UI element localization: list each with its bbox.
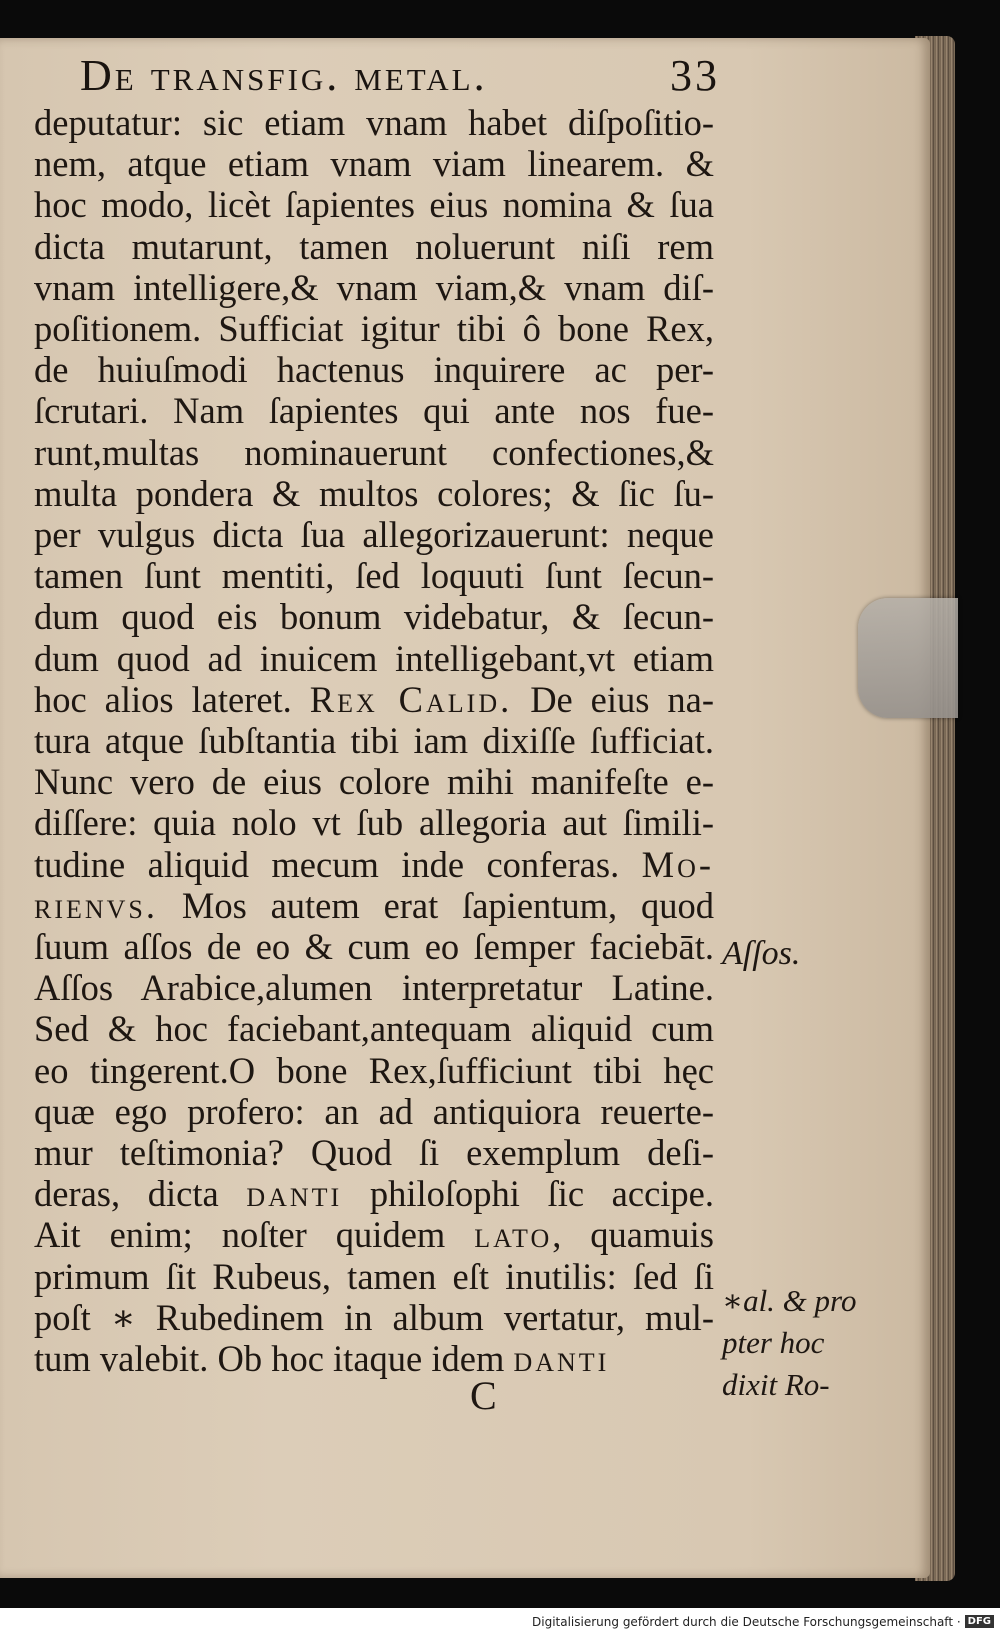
text-line: quæ ego profero: an ad antiquiora reuerte- bbox=[34, 1090, 714, 1132]
text-segment: De eius na- bbox=[530, 678, 715, 720]
text-line: mur teſtimonia? Quod ſi exemplum deſi- bbox=[34, 1132, 714, 1174]
text-line: dicta mutarunt, tamen noluerunt niſi rem bbox=[34, 225, 714, 267]
speaker-morienus-end: rienvs. bbox=[34, 884, 159, 926]
text-segment: hoc alios lateret. bbox=[34, 678, 292, 720]
running-header bbox=[80, 50, 720, 101]
marginal-note-line-2: pter hoc bbox=[722, 1325, 825, 1360]
name-danti-2: danti bbox=[513, 1338, 610, 1380]
text-line: Sed & hoc faciebant,antequam aliquid cum bbox=[34, 1008, 714, 1050]
text-line: primum ſit Rubeus, tamen eſt inutilis: ſed ſi bbox=[34, 1255, 714, 1297]
text-line: poſitionem. Sufficiat igitur tibi ô bone Rex, bbox=[34, 308, 714, 350]
text-line: tura atque ſubſtantia tibi iam dixiſſe ſufficiat. bbox=[34, 720, 714, 762]
text-line: hoc modo, licèt ſapientes eius nomina & ſua bbox=[34, 184, 714, 226]
text-segment: deras, dicta bbox=[34, 1173, 219, 1215]
text-line: Nunc vero de eius colore mihi manifeſte e- bbox=[34, 761, 714, 803]
text-segment: Ait enim; noſter quidem bbox=[34, 1214, 446, 1256]
text-line: diſſere: quia nolo vt ſub allegoria aut ſimili- bbox=[34, 802, 714, 844]
text-line: multa pondera & multos colores; & ſic ſu- bbox=[34, 472, 714, 514]
marginal-note-assos: Aſſos. bbox=[722, 935, 801, 972]
digitization-footer bbox=[0, 1608, 1000, 1635]
text-line bbox=[34, 1338, 714, 1379]
text-line: dum quod ad inuicem intelligebant,vt etiam bbox=[34, 637, 714, 679]
text-segment: tum valebit. Ob hoc itaque idem bbox=[34, 1338, 505, 1380]
body-text bbox=[34, 102, 714, 1379]
text-line: tamen ſunt mentiti, ſed loquuti ſunt ſecun- bbox=[34, 555, 714, 597]
footer-text: Digitalisierung gefördert durch die Deutsche Forschungsgemeinschaft · bbox=[532, 1614, 961, 1629]
text-segment: , quamuis bbox=[552, 1214, 714, 1256]
page-clip bbox=[858, 598, 958, 718]
speaker-rex-calid: Rex Calid. bbox=[309, 678, 513, 720]
text-line: deputatur: sic etiam vnam habet diſpoſitio- bbox=[34, 102, 714, 143]
text-line: dum quod eis bonum videbatur, & ſecun- bbox=[34, 596, 714, 638]
dfg-logo: DFG bbox=[965, 1615, 994, 1628]
text-line bbox=[34, 885, 714, 926]
text-line: per vulgus dicta ſua allegorizauerunt: neque bbox=[34, 514, 714, 556]
text-line: runt,multas nominauerunt confectiones,& bbox=[34, 431, 714, 473]
marginal-note-line-1: ∗al. & pro bbox=[722, 1283, 857, 1318]
text-line: ſcrutari. Nam ſapientes qui ante nos fue- bbox=[34, 390, 714, 432]
text-line: vnam intelligere,& vnam viam,& vnam diſ- bbox=[34, 266, 714, 308]
text-line: nem, atque etiam vnam viam linearem. & bbox=[34, 143, 714, 185]
text-segment: tudine aliquid mecum inde conferas. bbox=[34, 843, 620, 885]
text-line: Aſſos Arabice,alumen interpretatur Latine. bbox=[34, 967, 714, 1009]
text-line: eo tingerent.O bone Rex,ſufficiunt tibi hęc bbox=[34, 1049, 714, 1091]
speaker-morienus-start: Mo- bbox=[641, 843, 715, 885]
text-segment: philoſophi ſic accipe. bbox=[369, 1173, 714, 1215]
text-line bbox=[34, 1214, 714, 1255]
text-segment: Mos autem erat ſapientum, quod bbox=[181, 884, 714, 926]
text-line bbox=[34, 844, 714, 885]
marginal-note-line-3: dixit Ro- bbox=[722, 1367, 830, 1402]
name-lato: lato bbox=[474, 1214, 553, 1256]
text-line: ſuum aſſos de eo & cum eo ſemper faciebāt. bbox=[34, 926, 714, 968]
text-line bbox=[34, 1173, 714, 1214]
text-line bbox=[34, 679, 714, 720]
text-line: de huiuſmodi hactenus inquirere ac per- bbox=[34, 349, 714, 391]
text-line: poſt ∗ Rubedinem in album vertatur, mul- bbox=[34, 1296, 714, 1338]
name-danti: danti bbox=[246, 1173, 343, 1215]
running-title: De transfig. metal. bbox=[80, 51, 488, 100]
signature-mark: C bbox=[470, 1373, 497, 1418]
page-number: 33 bbox=[670, 51, 720, 100]
